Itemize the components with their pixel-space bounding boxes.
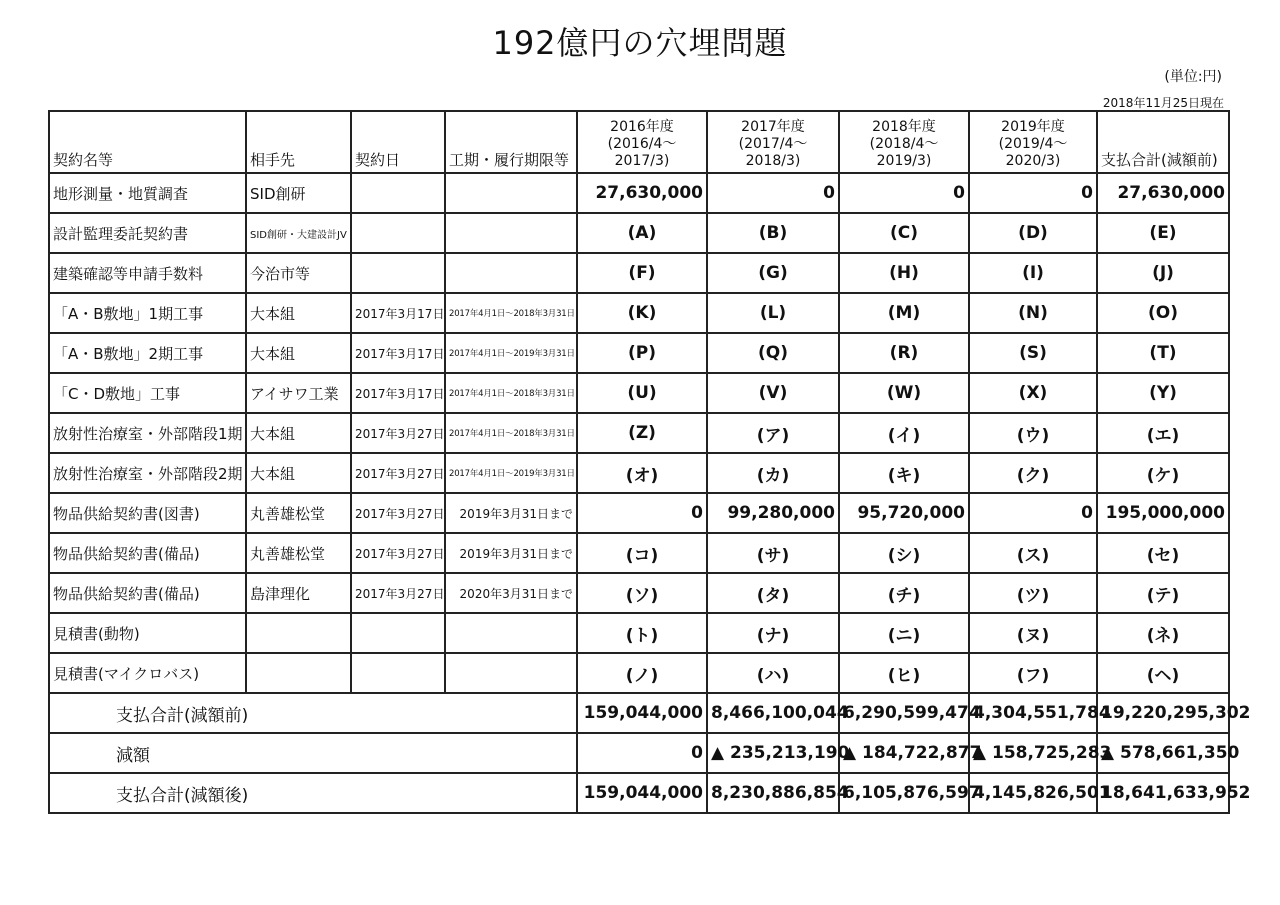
unit-note: (単位:円) xyxy=(1164,69,1222,85)
summary-value: 4,145,826,501 xyxy=(969,773,1097,813)
table-row xyxy=(49,173,1229,213)
year-value: (D) xyxy=(969,213,1097,253)
contract-name: 建築確認等申請手数料 xyxy=(49,253,246,293)
summary-label: 支払合計(減額後) xyxy=(49,773,577,813)
year-value: (U) xyxy=(577,373,707,413)
contract-period: 2019年3月31日まで xyxy=(445,493,577,533)
year-value: 95,720,000 xyxy=(839,493,969,533)
contract-date xyxy=(351,653,445,693)
contract-party: 島津理化 xyxy=(246,573,351,613)
summary-value: 0 xyxy=(577,733,707,773)
contract-party xyxy=(246,613,351,653)
year-value: (ヒ) xyxy=(839,653,969,693)
summary-total: ▲ 578,661,350 xyxy=(1097,733,1229,773)
year-value: (フ) xyxy=(969,653,1097,693)
contract-party: 大本組 xyxy=(246,333,351,373)
header-date: 契約日 xyxy=(351,111,445,173)
contract-name: 地形測量・地質調査 xyxy=(49,173,246,213)
contract-date: 2017年3月27日 xyxy=(351,453,445,493)
year-value: (G) xyxy=(707,253,839,293)
year-value: (F) xyxy=(577,253,707,293)
contract-period: 2017年4月1日～2018年3月31日 xyxy=(445,293,577,333)
year-value: (イ) xyxy=(839,413,969,453)
contract-name: 放射性治療室・外部階段1期 xyxy=(49,413,246,453)
contract-date xyxy=(351,253,445,293)
row-total: (Y) xyxy=(1097,373,1229,413)
contract-period: 2019年3月31日まで xyxy=(445,533,577,573)
header-name: 契約名等 xyxy=(49,111,246,173)
summary-value: 6,105,876,597 xyxy=(839,773,969,813)
contract-period: 2017年4月1日～2018年3月31日 xyxy=(445,413,577,453)
contract-name: 物品供給契約書(備品) xyxy=(49,533,246,573)
year-value: (サ) xyxy=(707,533,839,573)
contract-party: 大本組 xyxy=(246,453,351,493)
year-value: 0 xyxy=(707,173,839,213)
contract-period: 2017年4月1日～2019年3月31日 xyxy=(445,453,577,493)
contract-period xyxy=(445,253,577,293)
year-value: (I) xyxy=(969,253,1097,293)
table-row xyxy=(49,453,1229,493)
year-value: (H) xyxy=(839,253,969,293)
year-value: 0 xyxy=(969,493,1097,533)
row-total: (ネ) xyxy=(1097,613,1229,653)
year-value: (シ) xyxy=(839,533,969,573)
year-value: (C) xyxy=(839,213,969,253)
contract-name: 「A・B敷地」1期工事 xyxy=(49,293,246,333)
row-total: (T) xyxy=(1097,333,1229,373)
contract-party: 今治市等 xyxy=(246,253,351,293)
year-value: (ヌ) xyxy=(969,613,1097,653)
table-row xyxy=(49,333,1229,373)
year-value: (A) xyxy=(577,213,707,253)
contract-period: 2017年4月1日～2019年3月31日 xyxy=(445,333,577,373)
header-period: 工期・履行期限等 xyxy=(445,111,577,173)
row-total: (E) xyxy=(1097,213,1229,253)
table-row xyxy=(49,213,1229,253)
contract-party: 丸善雄松堂 xyxy=(246,533,351,573)
summary-row xyxy=(49,733,1229,773)
contract-name: 「A・B敷地」2期工事 xyxy=(49,333,246,373)
contract-date: 2017年3月17日 xyxy=(351,333,445,373)
year-value: (ス) xyxy=(969,533,1097,573)
summary-value: ▲ 184,722,877 xyxy=(839,733,969,773)
year-value: (N) xyxy=(969,293,1097,333)
year-value: (X) xyxy=(969,373,1097,413)
as-of-date: 2018年11月25日現在 xyxy=(1102,96,1224,110)
row-total: (O) xyxy=(1097,293,1229,333)
contract-date: 2017年3月17日 xyxy=(351,293,445,333)
year-value: (ナ) xyxy=(707,613,839,653)
contract-period xyxy=(445,613,577,653)
year-value: (ソ) xyxy=(577,573,707,613)
year-value: (V) xyxy=(707,373,839,413)
summary-label: 減額 xyxy=(49,733,577,773)
summary-row xyxy=(49,773,1229,813)
header-year-2017: 2017年度 (2017/4～ 2018/3) xyxy=(707,111,839,173)
summary-value: ▲ 235,213,190 xyxy=(707,733,839,773)
summary-value: 8,230,886,854 xyxy=(707,773,839,813)
table-row xyxy=(49,613,1229,653)
row-total: 195,000,000 xyxy=(1097,493,1229,533)
contract-period xyxy=(445,173,577,213)
summary-value: 8,466,100,044 xyxy=(707,693,839,733)
contract-name: 物品供給契約書(図書) xyxy=(49,493,246,533)
header-year-2016: 2016年度 (2016/4～ 2017/3) xyxy=(577,111,707,173)
year-value: (ア) xyxy=(707,413,839,453)
budget-table xyxy=(48,110,1251,814)
contract-period xyxy=(445,213,577,253)
page-title: 192億円の穴埋問題 xyxy=(492,24,788,62)
year-value: (Z) xyxy=(577,413,707,453)
row-total: (エ) xyxy=(1097,413,1229,453)
year-value: (Q) xyxy=(707,333,839,373)
contract-name: 「C・D敷地」工事 xyxy=(49,373,246,413)
summary-value: 159,044,000 xyxy=(577,693,707,733)
contract-party xyxy=(246,653,351,693)
contract-party: 大本組 xyxy=(246,293,351,333)
year-value: (L) xyxy=(707,293,839,333)
year-value: (チ) xyxy=(839,573,969,613)
contract-date: 2017年3月27日 xyxy=(351,533,445,573)
year-value: (B) xyxy=(707,213,839,253)
year-value: (タ) xyxy=(707,573,839,613)
year-value: (ト) xyxy=(577,613,707,653)
row-total: (J) xyxy=(1097,253,1229,293)
contract-party: 大本組 xyxy=(246,413,351,453)
year-value: 27,630,000 xyxy=(577,173,707,213)
summary-total: 19,220,295,302 xyxy=(1097,693,1229,733)
year-value: (W) xyxy=(839,373,969,413)
year-value: (ツ) xyxy=(969,573,1097,613)
year-value: (R) xyxy=(839,333,969,373)
year-value: (オ) xyxy=(577,453,707,493)
header-party: 相手先 xyxy=(246,111,351,173)
year-value: 0 xyxy=(577,493,707,533)
summary-value: ▲ 158,725,283 xyxy=(969,733,1097,773)
year-value: 99,280,000 xyxy=(707,493,839,533)
summary-row xyxy=(49,693,1229,733)
year-value: (コ) xyxy=(577,533,707,573)
table-row xyxy=(49,493,1229,533)
table-row xyxy=(49,573,1229,613)
contract-period xyxy=(445,653,577,693)
year-value: 0 xyxy=(839,173,969,213)
year-value: (ノ) xyxy=(577,653,707,693)
summary-value: 4,304,551,784 xyxy=(969,693,1097,733)
summary-label: 支払合計(減額前) xyxy=(49,693,577,733)
table-row xyxy=(49,253,1229,293)
table-row xyxy=(49,653,1229,693)
table-row xyxy=(49,413,1229,453)
table-row xyxy=(49,293,1229,333)
year-value: (ニ) xyxy=(839,613,969,653)
summary-total: 18,641,633,952 xyxy=(1097,773,1229,813)
contract-date: 2017年3月17日 xyxy=(351,373,445,413)
row-total: (ケ) xyxy=(1097,453,1229,493)
year-value: (ク) xyxy=(969,453,1097,493)
year-value: (P) xyxy=(577,333,707,373)
contract-name: 見積書(動物) xyxy=(49,613,246,653)
year-value: (ハ) xyxy=(707,653,839,693)
table-row xyxy=(49,373,1229,413)
summary-value: 159,044,000 xyxy=(577,773,707,813)
year-value: (カ) xyxy=(707,453,839,493)
contract-name: 物品供給契約書(備品) xyxy=(49,573,246,613)
header-year-2019: 2019年度 (2019/4～ 2020/3) xyxy=(969,111,1097,173)
year-value: (S) xyxy=(969,333,1097,373)
contract-name: 設計監理委託契約書 xyxy=(49,213,246,253)
table-row xyxy=(49,533,1229,573)
year-value: (ウ) xyxy=(969,413,1097,453)
contract-date: 2017年3月27日 xyxy=(351,493,445,533)
year-value: (キ) xyxy=(839,453,969,493)
contract-period: 2020年3月31日まで xyxy=(445,573,577,613)
year-value: (K) xyxy=(577,293,707,333)
contract-date xyxy=(351,173,445,213)
contract-name: 放射性治療室・外部階段2期 xyxy=(49,453,246,493)
row-total: 27,630,000 xyxy=(1097,173,1229,213)
contract-party: 丸善雄松堂 xyxy=(246,493,351,533)
summary-value: 6,290,599,474 xyxy=(839,693,969,733)
row-total: (テ) xyxy=(1097,573,1229,613)
contract-party: SID創研 xyxy=(246,173,351,213)
contract-date: 2017年3月27日 xyxy=(351,573,445,613)
contract-party: SID創研・大建設計JV xyxy=(246,213,351,253)
contract-name: 見積書(マイクロバス) xyxy=(49,653,246,693)
contract-party: アイサワ工業 xyxy=(246,373,351,413)
row-total: (セ) xyxy=(1097,533,1229,573)
header-year-2018: 2018年度 (2018/4～ 2019/3) xyxy=(839,111,969,173)
year-value: (M) xyxy=(839,293,969,333)
header-row xyxy=(49,111,1229,173)
contract-date xyxy=(351,213,445,253)
contract-period: 2017年4月1日～2018年3月31日 xyxy=(445,373,577,413)
year-value: 0 xyxy=(969,173,1097,213)
contract-date: 2017年3月27日 xyxy=(351,413,445,453)
header-total: 支払合計(減額前) xyxy=(1097,111,1229,173)
row-total: (ヘ) xyxy=(1097,653,1229,693)
contract-date xyxy=(351,613,445,653)
